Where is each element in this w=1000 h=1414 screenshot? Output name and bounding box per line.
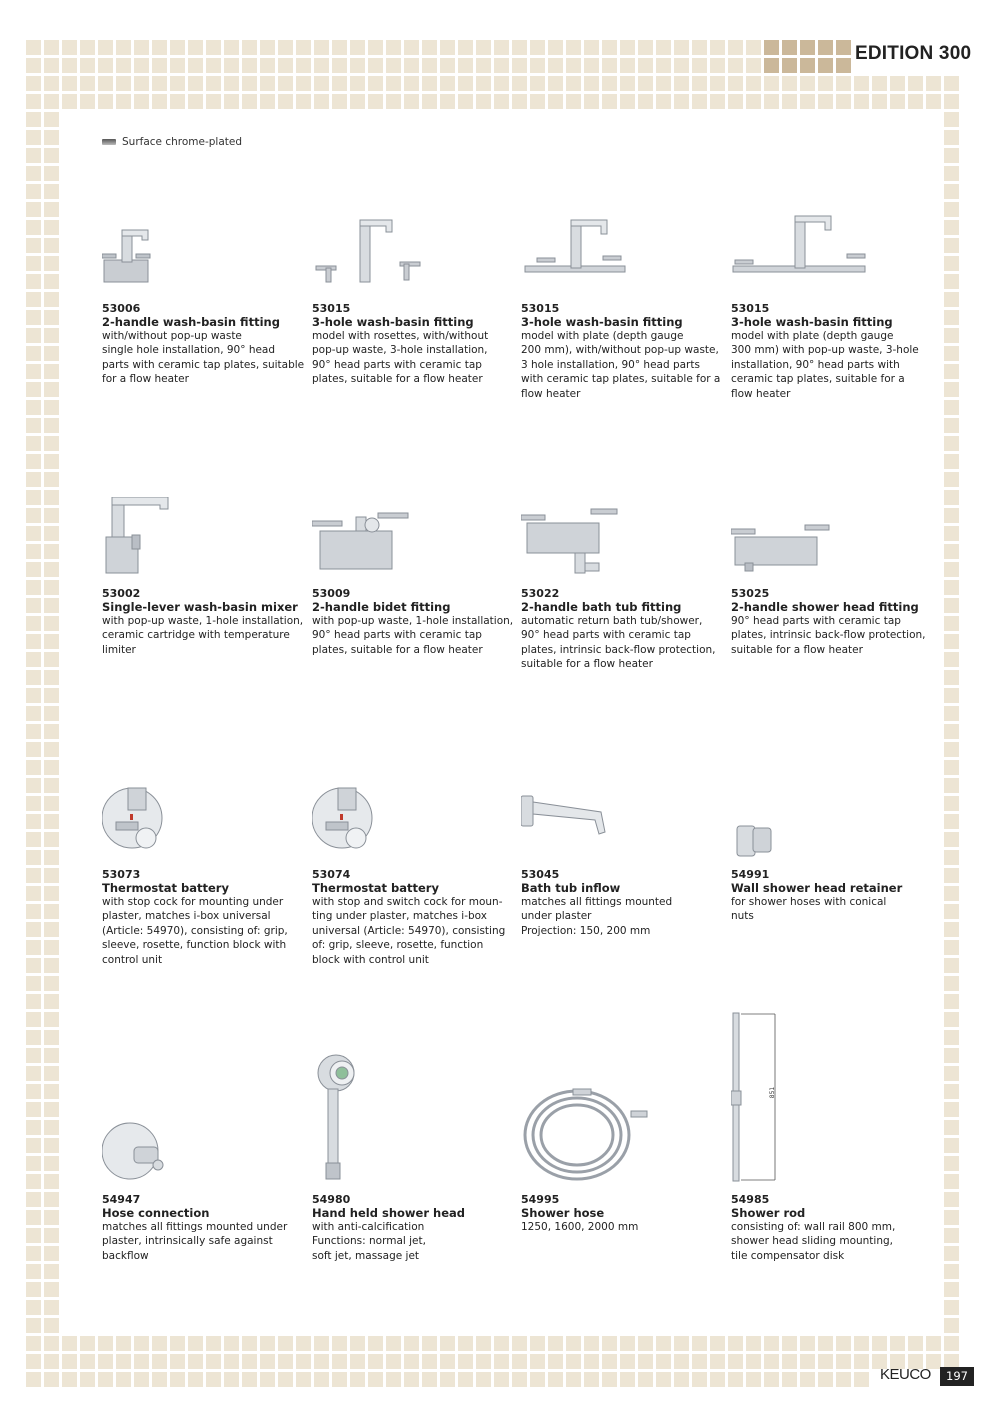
product-card bbox=[312, 497, 517, 657]
product-name: 2-handle bidet fitting bbox=[312, 600, 451, 614]
product-card bbox=[731, 1011, 936, 1263]
product-description: matches all fittings mounted under plaster, intrinsically safe against backflow bbox=[102, 1221, 288, 1262]
shower-rod-dimension: 851 bbox=[769, 1086, 777, 1099]
thermostat-icon bbox=[102, 778, 307, 858]
product-description: with/without pop-up waste single hole installation, 90° head parts with ceramic tap plates, suitable for a flow heater bbox=[102, 330, 305, 386]
shower-rod-icon bbox=[731, 1011, 936, 1183]
thermostat-switch-icon bbox=[312, 778, 517, 858]
bath-inflow-icon bbox=[521, 778, 726, 858]
article-number: 53015 bbox=[521, 302, 560, 315]
hose-connection-icon bbox=[102, 1103, 307, 1183]
article-number: 54995 bbox=[521, 1193, 560, 1206]
article-number: 54991 bbox=[731, 868, 770, 881]
product-card bbox=[102, 497, 307, 657]
article-number: 53002 bbox=[102, 587, 141, 600]
article-number: 53022 bbox=[521, 587, 560, 600]
article-number: 53009 bbox=[312, 587, 351, 600]
article-number: 53006 bbox=[102, 302, 141, 315]
product-name: Wall shower head retainer bbox=[731, 881, 903, 895]
product-description: model with plate (depth gauge 300 mm) with pop-up waste, 3-hole installation, 90° head parts with ceramic tap plates, suitable for a flow heater bbox=[731, 330, 919, 400]
product-card bbox=[731, 497, 936, 657]
product-card bbox=[102, 212, 307, 387]
product-card bbox=[312, 778, 517, 967]
product-card bbox=[731, 778, 936, 924]
article-number: 54980 bbox=[312, 1193, 351, 1206]
article-number: 53015 bbox=[312, 302, 351, 315]
product-description: with anti-calcification Functions: normal jet, soft jet, massage jet bbox=[312, 1221, 426, 1262]
legend bbox=[102, 136, 242, 148]
product-name: 2-handle bath tub fitting bbox=[521, 600, 682, 614]
product-description: with pop-up waste, 1-hole installation, ceramic cartridge with temperature limiter bbox=[102, 615, 304, 656]
legend-label: Surface chrome-plated bbox=[122, 136, 243, 148]
product-name: Thermostat battery bbox=[312, 881, 439, 895]
chrome-swatch-icon bbox=[102, 139, 116, 145]
product-name: 3-hole wash-basin fitting bbox=[731, 315, 893, 329]
article-number: 53045 bbox=[521, 868, 560, 881]
two-handle-basin-icon bbox=[102, 212, 307, 292]
product-description: with stop and switch cock for moun- ting under plaster, matches i-box universal (Article: 54970), consisting of: grip, sleeve, rosette, function block with control unit bbox=[312, 896, 506, 966]
product-card bbox=[731, 212, 936, 401]
hand-shower-icon bbox=[312, 1053, 517, 1183]
article-number: 53073 bbox=[102, 868, 141, 881]
product-name: 2-handle shower head fitting bbox=[731, 600, 919, 614]
product-name: 3-hole wash-basin fitting bbox=[312, 315, 474, 329]
product-description: with stop cock for mounting under plaster, matches i-box universal (Article: 54970), consisting of: grip, sleeve, rosette, function block with control unit bbox=[102, 896, 288, 966]
product-description: 1250, 1600, 2000 mm bbox=[521, 1221, 639, 1233]
bath-tub-fitting-icon bbox=[521, 497, 726, 577]
product-card bbox=[521, 212, 726, 401]
shower-head-fitting-icon bbox=[731, 497, 936, 577]
article-number: 54985 bbox=[731, 1193, 770, 1206]
article-number: 53015 bbox=[731, 302, 770, 315]
page-number: 197 bbox=[940, 1367, 974, 1386]
bidet-fitting-icon bbox=[312, 497, 517, 577]
product-description: model with plate (depth gauge 200 mm), with/without pop-up waste, 3 hole installation, 90° head parts with ceramic tap plates, suitable for a flow heater bbox=[521, 330, 721, 400]
product-name: Shower hose bbox=[521, 1206, 605, 1220]
product-name: Hose connection bbox=[102, 1206, 210, 1220]
product-card bbox=[312, 212, 517, 387]
product-description: automatic return bath tub/shower, 90° head parts with ceramic tap plates, intrinsic back-flow protection, suitable for a flow heater bbox=[521, 615, 716, 671]
product-card bbox=[312, 1053, 517, 1263]
product-name: 3-hole wash-basin fitting bbox=[521, 315, 683, 329]
product-name: 2-handle wash-basin fitting bbox=[102, 315, 280, 329]
product-name: Hand held shower head bbox=[312, 1206, 465, 1220]
product-card bbox=[102, 778, 307, 967]
edition-title: EDITION 300 bbox=[855, 43, 972, 64]
shower-retainer-icon bbox=[731, 778, 936, 858]
product-name: Thermostat battery bbox=[102, 881, 229, 895]
product-description: 90° head parts with ceramic tap plates, intrinsic back-flow protection, suitable for a flow heater bbox=[731, 615, 926, 656]
single-lever-mixer-icon bbox=[102, 497, 307, 577]
article-number: 54947 bbox=[102, 1193, 141, 1206]
product-description: model with rosettes, with/without pop-up waste, 3-hole installation, 90° head parts with ceramic tap plates, suitable for a flow heater bbox=[312, 330, 489, 386]
product-card bbox=[521, 778, 726, 938]
product-card bbox=[521, 497, 726, 672]
article-number: 53025 bbox=[731, 587, 770, 600]
article-number: 53074 bbox=[312, 868, 351, 881]
keuco-logo: KEUCO bbox=[880, 1366, 931, 1383]
product-name: Shower rod bbox=[731, 1206, 806, 1220]
product-card bbox=[102, 1103, 307, 1263]
product-description: matches all fittings mounted under plaster Projection: 150, 200 mm bbox=[521, 896, 673, 937]
shower-hose-icon bbox=[521, 1083, 726, 1183]
product-description: for shower hoses with conical nuts bbox=[731, 896, 887, 923]
product-name: Bath tub inflow bbox=[521, 881, 621, 895]
three-hole-plate-200-icon bbox=[521, 212, 726, 292]
product-name: Single-lever wash-basin mixer bbox=[102, 600, 298, 614]
product-card bbox=[521, 1083, 726, 1234]
product-description: with pop-up waste, 1-hole installation, 90° head parts with ceramic tap plates, suitable for a flow heater bbox=[312, 615, 514, 656]
three-hole-rosettes-icon bbox=[312, 212, 517, 292]
product-description: consisting of: wall rail 800 mm, shower head sliding mounting, tile compensator disk bbox=[731, 1221, 896, 1262]
three-hole-plate-300-icon bbox=[731, 212, 936, 292]
